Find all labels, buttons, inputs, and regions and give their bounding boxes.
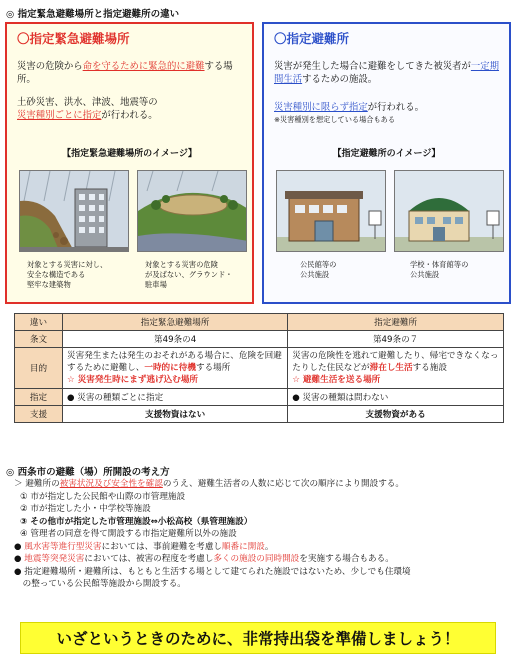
text: ● bbox=[14, 541, 25, 552]
image-title: 【指定避難所のイメージ】 bbox=[332, 149, 441, 159]
list-item: ● 指定避難場所・避難所は、もともと生活する場として建てられた施設ではないため、少しでも住環境 bbox=[14, 566, 411, 577]
text: する場所。 bbox=[17, 61, 233, 85]
text: ＞ 避難所の bbox=[14, 479, 60, 489]
opening-policy-list bbox=[14, 478, 510, 591]
section-title-opening-policy: ◎ 西条市の避難（場）所開設の考え方 bbox=[6, 467, 170, 478]
list-item: ④ 管理者の同意を得て開設する市指定避難所以外の施設 bbox=[20, 529, 237, 539]
table-cell: 支援物資がある bbox=[288, 406, 504, 423]
table-cell: ● 災害の種類ごとに指定 bbox=[63, 389, 288, 406]
image-title: 【指定緊急避難場所のイメージ】 bbox=[62, 149, 197, 159]
text: する場所 bbox=[195, 363, 231, 373]
text: が行われる。 bbox=[101, 110, 158, 121]
text: 。 bbox=[264, 541, 274, 552]
caption-open-ground: 対象とする災害の危険 が及ばない、グラウンド・ 駐車場 bbox=[145, 260, 233, 289]
table-cell: 支援物資はない bbox=[63, 406, 288, 423]
text: が行われる。 bbox=[367, 102, 425, 113]
highlight-text: ☆ 避難生活を送る場所 bbox=[292, 375, 381, 385]
highlight-text: 被害状況及び安全性を確認 bbox=[59, 479, 163, 489]
list-item: ③ その他市が指定した市管理施設⇔小松高校（県管理施設） bbox=[20, 516, 253, 527]
text: するための施設。 bbox=[302, 74, 378, 85]
list-item bbox=[14, 553, 510, 566]
row-label: 支援 bbox=[15, 406, 63, 423]
section-title-differences: ◎ 指定緊急避難場所と指定避難所の違い bbox=[6, 9, 180, 20]
panel-title: 〇指定緊急避難場所 bbox=[17, 31, 130, 46]
table-header-row bbox=[15, 314, 504, 331]
text: においては、被害の程度を考慮し bbox=[84, 554, 214, 564]
text: ● bbox=[14, 554, 25, 564]
panel-description bbox=[17, 60, 249, 86]
highlight-text: 順番に開設 bbox=[221, 541, 265, 552]
table-cell: 第49条の4 bbox=[63, 331, 288, 348]
highlight-text: 災害種別ごとに指定 bbox=[17, 110, 102, 121]
list-item: の整っている公民館等施設から開設する。 bbox=[14, 579, 186, 589]
row-label: 目的 bbox=[15, 348, 63, 389]
highlight-text: 災害種別に限らず指定 bbox=[274, 102, 368, 113]
highlight-text: 多くの施設の同時開設 bbox=[213, 554, 300, 564]
panel-description bbox=[274, 60, 506, 86]
panel-title: 〇指定避難所 bbox=[274, 31, 350, 46]
comparison-table bbox=[14, 313, 504, 423]
school-gym-illustration bbox=[394, 170, 504, 252]
list-item bbox=[14, 478, 510, 491]
highlight-text: 一時的に待機 bbox=[144, 363, 196, 373]
text: を実施する場合もある。 bbox=[299, 554, 394, 564]
table-row bbox=[15, 331, 504, 348]
emergency-evacuation-site-panel bbox=[5, 22, 254, 304]
row-label: 指定 bbox=[15, 389, 63, 406]
community-hall-illustration bbox=[276, 170, 386, 252]
emergency-bag-banner: いざというときのために、非常持出袋を準備しましょう！ bbox=[20, 622, 496, 654]
caption-school-gym: 学校・体育館等の 公共施設 bbox=[410, 260, 469, 279]
panel-designation-text bbox=[274, 101, 506, 114]
highlight-text: 地震等突発災害 bbox=[24, 554, 85, 564]
list-item bbox=[14, 541, 510, 554]
caption-sturdy-building: 対象とする災害に対し、 安全な構造である 堅牢な建築物 bbox=[27, 260, 108, 289]
text: 災害発生または発生のおそれがある場合に、危険を回避するために避難し、 bbox=[67, 351, 282, 373]
table-row bbox=[15, 406, 504, 423]
highlight-text: 一定期間生活 bbox=[274, 61, 500, 85]
panel-designation-text bbox=[17, 96, 249, 122]
open-ground-illustration bbox=[137, 170, 247, 252]
row-label: 条文 bbox=[15, 331, 63, 348]
table-cell bbox=[288, 348, 504, 389]
panel-note: ※災害種別を想定している場合もある bbox=[274, 115, 396, 124]
text: 土砂災害、洪水、津波、地震等の bbox=[17, 97, 158, 108]
highlight-text: 命を守るために緊急的に避難 bbox=[82, 61, 205, 72]
list-item: ② 市が指定した小・中学校等施設 bbox=[20, 504, 151, 514]
table-cell bbox=[63, 348, 288, 389]
table-header-cell: 指定避難所 bbox=[288, 314, 504, 331]
highlight-text: ☆ 災害発生時にまず逃げ込む場所 bbox=[67, 375, 199, 385]
table-row bbox=[15, 389, 504, 406]
sturdy-building-illustration bbox=[19, 170, 129, 252]
table-cell: 第49条の７ bbox=[288, 331, 504, 348]
designated-shelter-panel bbox=[262, 22, 511, 304]
caption-community-hall: 公民館等の 公共施設 bbox=[300, 260, 337, 279]
text: する施設 bbox=[412, 363, 447, 373]
text: のうえ、避難生活者の人数に応じて次の順序により開設する。 bbox=[162, 479, 404, 489]
table-header-cell: 違い bbox=[15, 314, 63, 331]
list-item: ① 市が指定した公民館や山際の市管理施設 bbox=[20, 491, 186, 502]
table-header-cell: 指定緊急避難場所 bbox=[63, 314, 288, 331]
text: 災害の危険性を逃れて避難したり、帰宅できなくなったりした住民などが bbox=[292, 351, 499, 373]
text: においては、事前避難を考慮し bbox=[101, 541, 222, 552]
text: 災害が発生した場合に避難をしてきた被災者が bbox=[274, 61, 471, 72]
text: 災害の危険から bbox=[17, 61, 83, 72]
table-cell: ● 災害の種類は問わない bbox=[288, 389, 504, 406]
highlight-text: 滞在し生活 bbox=[369, 363, 413, 373]
highlight-text: 風水害等進行型災害 bbox=[24, 541, 102, 552]
table-row bbox=[15, 348, 504, 389]
